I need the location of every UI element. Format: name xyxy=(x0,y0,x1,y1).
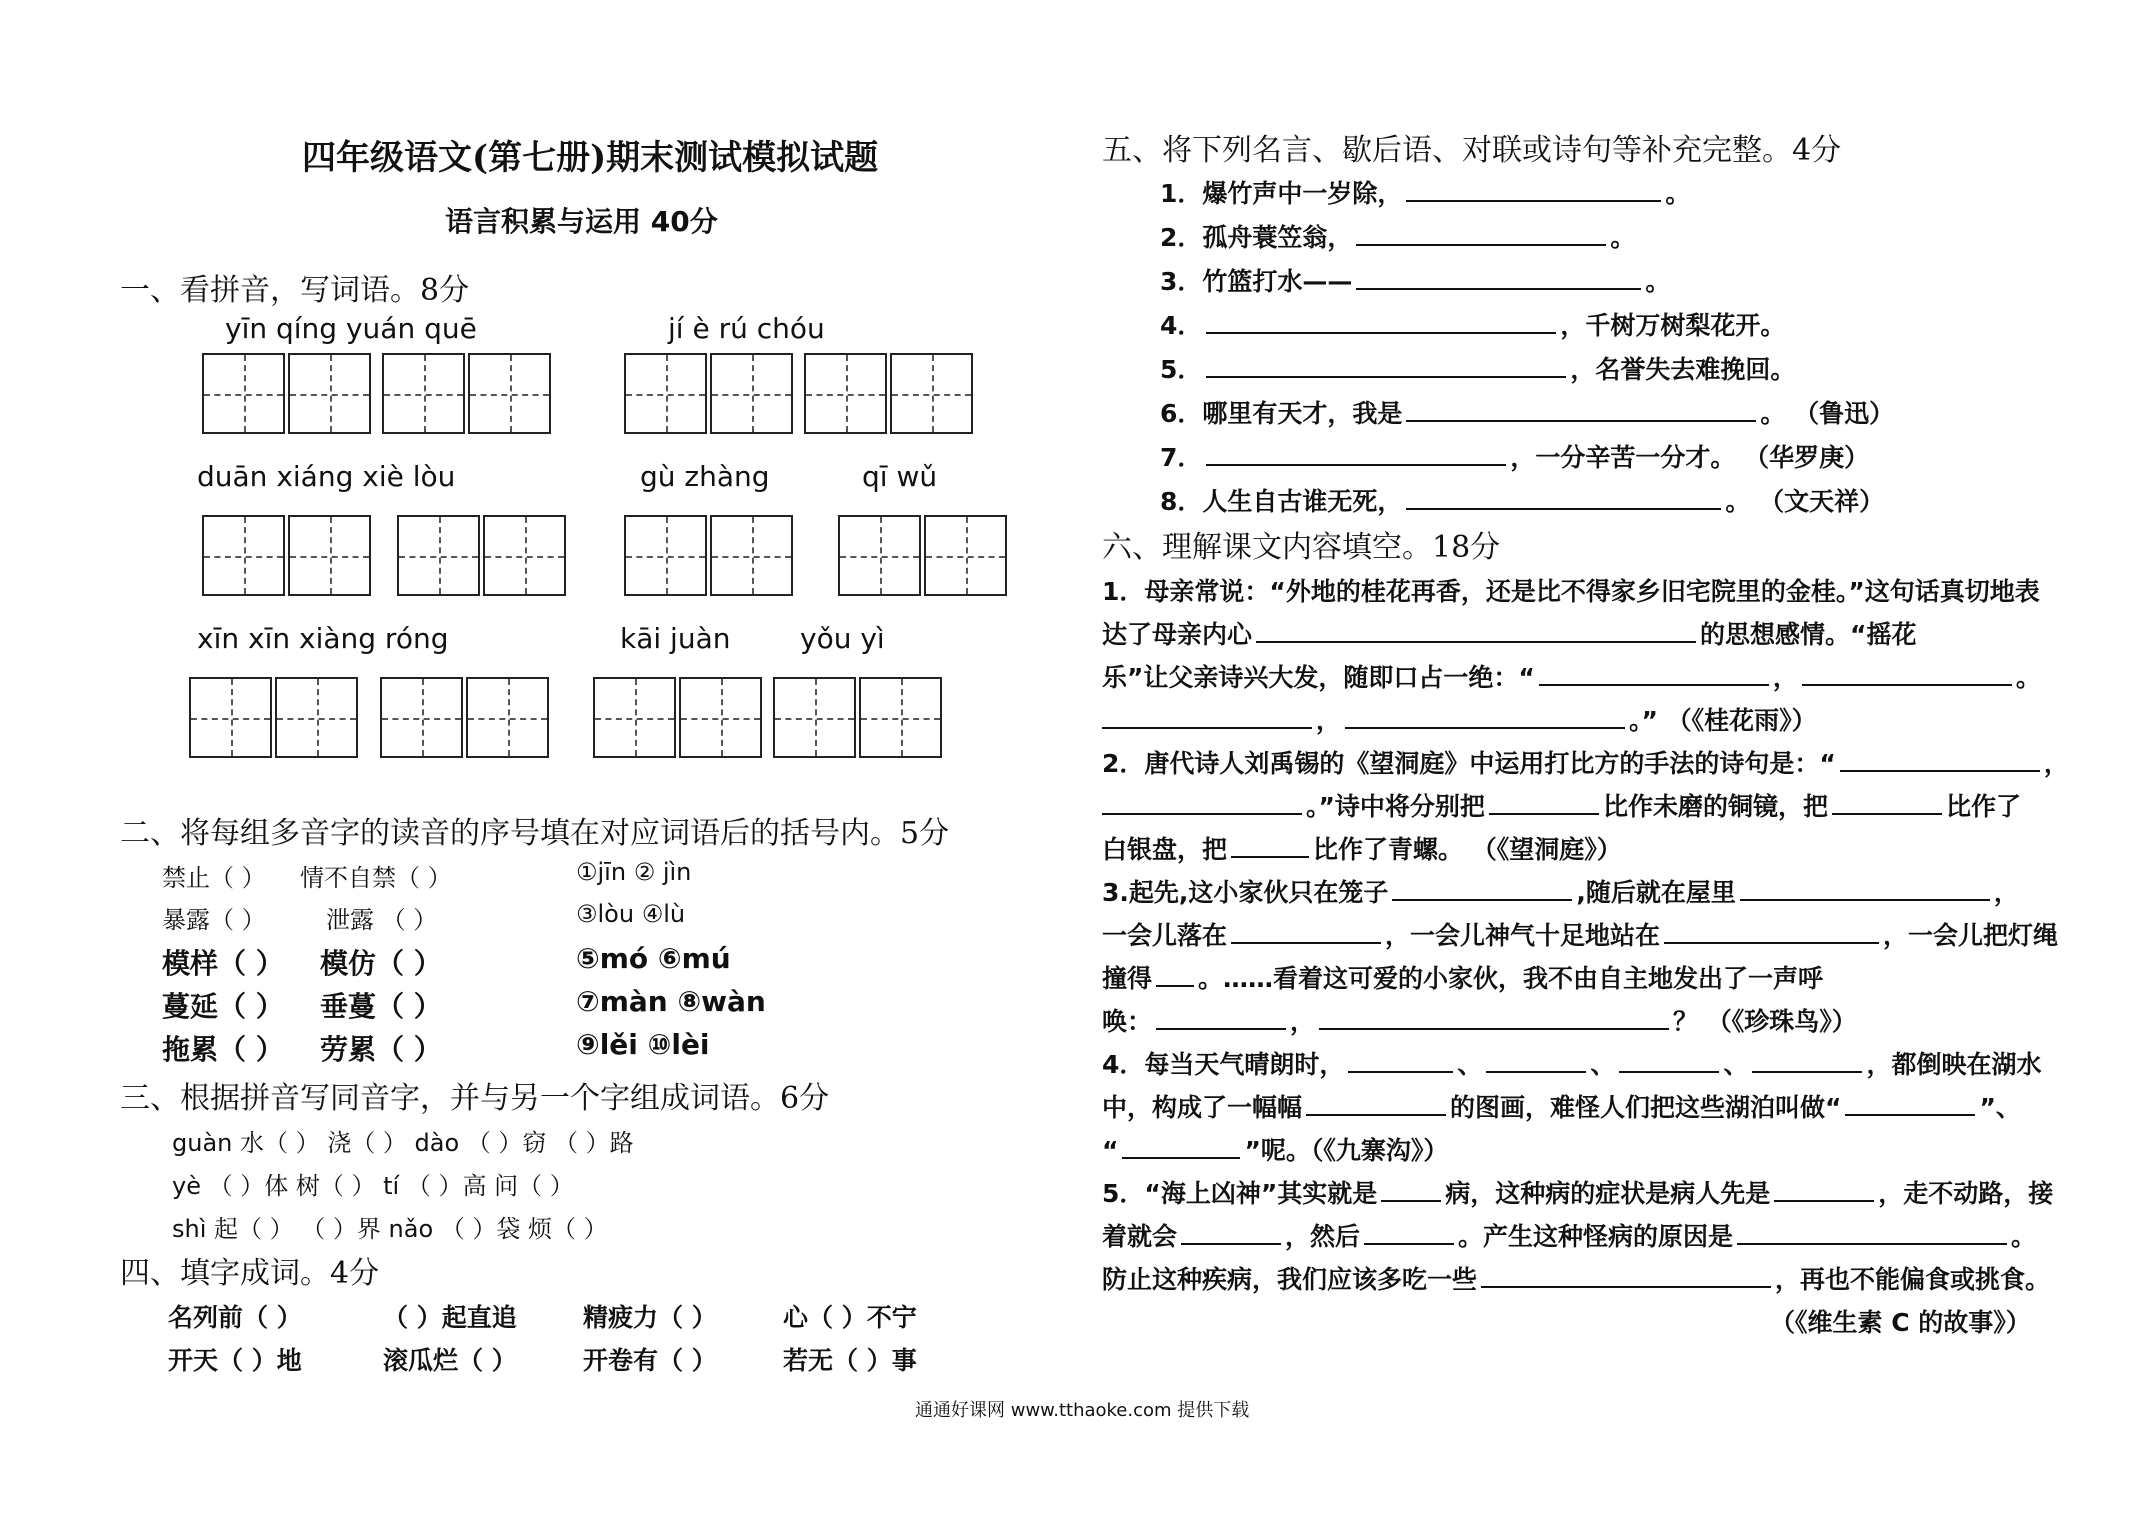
s6-q3-line3: 撞得 。……看着这可爱的小家伙，我不由自主地发出了一声呼 xyxy=(1102,959,1823,995)
writing-box[interactable] xyxy=(710,353,793,434)
writing-box[interactable] xyxy=(202,515,285,596)
s4-item: 精疲力（ ） xyxy=(583,1303,717,1332)
answer-blank[interactable] xyxy=(1845,1088,1975,1116)
answer-blank[interactable] xyxy=(1392,873,1572,901)
s2-options: ⑤mó ⑥mú xyxy=(576,942,731,975)
answer-blank[interactable] xyxy=(1156,959,1194,987)
s2-word: 模仿（ ） xyxy=(320,947,442,980)
section-3-heading: 三、根据拼音写同音字，并与另一个字组成词语。6分 xyxy=(120,1081,830,1116)
answer-blank[interactable] xyxy=(1539,658,1769,686)
s6-q4-line2: 中，构成了一幅幅 的图画，难怪人们把这些湖泊叫做“ ”、 xyxy=(1102,1088,2021,1124)
s4-item: 心（ ）不宁 xyxy=(783,1303,917,1332)
s5-item-4: 4． ，千树万树梨花开。 xyxy=(1160,306,1785,342)
writing-box[interactable] xyxy=(288,515,371,596)
s2-word: 暴露（ ） xyxy=(162,906,266,934)
answer-blank[interactable] xyxy=(1206,306,1556,334)
s2-options: ⑦màn ⑧wàn xyxy=(576,985,766,1018)
section-6-heading: 六、理解课文内容填空。18分 xyxy=(1102,530,1501,565)
s5-item-5: 5． ，名誉失去难挽回。 xyxy=(1160,350,1795,386)
writing-box[interactable] xyxy=(380,677,463,758)
answer-blank[interactable] xyxy=(1381,1174,1441,1202)
s6-q5-line2: 着就会 ，然后 。产生这种怪病的原因是 。 xyxy=(1102,1217,2036,1253)
s4-item: （ ）起直追 xyxy=(383,1303,517,1332)
footer-text: 通通好课网 www.tthaoke.com 提供下载 xyxy=(915,1400,1250,1421)
answer-blank[interactable] xyxy=(1737,1217,2007,1245)
answer-blank[interactable] xyxy=(1740,873,1990,901)
s5-item-8: 8．人生自古谁无死， 。 （文天祥） xyxy=(1160,482,1884,518)
answer-blank[interactable] xyxy=(1840,744,2040,772)
answer-blank[interactable] xyxy=(1832,787,1942,815)
s5-item-1: 1．爆竹声中一岁除， 。 xyxy=(1160,174,1690,210)
s2-word: 禁止（ ） xyxy=(162,864,266,892)
pinyin-row2-a: duān xiáng xiè lòu xyxy=(197,460,456,493)
pinyin-row3-c: yǒu yì xyxy=(800,622,885,655)
s3-row: shì 起（ ） （ ）界 nǎo （ ）袋 烦（ ） xyxy=(172,1215,608,1243)
s4-item: 开天（ ）地 xyxy=(168,1346,302,1375)
writing-box[interactable] xyxy=(924,515,1007,596)
writing-box[interactable] xyxy=(679,677,762,758)
s6-q3-line1: 3.起先,这小家伙只在笼子 ,随后就在屋里 ， xyxy=(1102,873,2019,909)
writing-box[interactable] xyxy=(859,677,942,758)
writing-box[interactable] xyxy=(202,353,285,434)
writing-box[interactable] xyxy=(838,515,921,596)
s3-row: guàn 水（ ） 浇（ ） dào （ ）窃 （ ）路 xyxy=(172,1129,634,1157)
s2-word: 泄露 （ ） xyxy=(326,906,438,934)
writing-box[interactable] xyxy=(593,677,676,758)
s5-item-3: 3．竹篮打水—— 。 xyxy=(1160,262,1670,298)
s2-word: 垂蔓（ ） xyxy=(320,990,442,1023)
answer-blank[interactable] xyxy=(1356,262,1641,290)
writing-box[interactable] xyxy=(397,515,480,596)
s2-options: ①jīn ② jìn xyxy=(576,858,692,886)
s3-row: yè （ ）体 树（ ） tí （ ）高 问（ ） xyxy=(172,1172,574,1200)
page-title: 四年级语文(第七册)期末测试模拟试题 xyxy=(302,138,879,178)
answer-blank[interactable] xyxy=(1802,658,2012,686)
s2-word: 情不自禁（ ） xyxy=(300,864,452,892)
pinyin-row1-a: yīn qíng yuán quē xyxy=(225,312,477,345)
answer-blank[interactable] xyxy=(1406,174,1661,202)
answer-blank[interactable] xyxy=(1348,1045,1453,1073)
answer-blank[interactable] xyxy=(1206,438,1506,466)
answer-blank[interactable] xyxy=(1102,787,1302,815)
answer-blank[interactable] xyxy=(1231,916,1381,944)
section-2-heading: 二、将每组多音字的读音的序号填在对应词语后的括号内。5分 xyxy=(120,816,950,851)
s2-word: 模样（ ） xyxy=(162,947,284,980)
writing-box[interactable] xyxy=(189,677,272,758)
s6-q3-line4: 唤： ， ？ （《珍珠鸟》） xyxy=(1102,1002,1857,1038)
answer-blank[interactable] xyxy=(1231,830,1309,858)
s2-options: ⑨lěi ⑩lèi xyxy=(576,1028,710,1061)
s6-q4-line3: “ ”呢。（《九寨沟》） xyxy=(1102,1131,1448,1167)
answer-blank[interactable] xyxy=(1356,218,1606,246)
answer-blank[interactable] xyxy=(1486,1045,1586,1073)
answer-blank[interactable] xyxy=(1619,1045,1719,1073)
s6-q4-line1: 4．每当天气晴朗时， 、 、 、 ，都倒映在湖水 xyxy=(1102,1045,2041,1081)
answer-blank[interactable] xyxy=(1489,787,1599,815)
answer-blank[interactable] xyxy=(1122,1131,1240,1159)
answer-blank[interactable] xyxy=(1481,1260,1771,1288)
answer-blank[interactable] xyxy=(1206,350,1566,378)
answer-blank[interactable] xyxy=(1364,1217,1454,1245)
s6-q1-line1: 1．母亲常说：“外地的桂花再香，还是比不得家乡旧宅院里的金桂。”这句话真切地表 xyxy=(1102,577,2040,606)
writing-box[interactable] xyxy=(804,353,887,434)
answer-blank[interactable] xyxy=(1156,1002,1286,1030)
s6-q3-line2: 一会儿落在 ，一会儿神气十足地站在 ，一会儿把灯绳 xyxy=(1102,916,2058,952)
s6-q1-line2: 达了母亲内心 的思想感情。“摇花 xyxy=(1102,615,1916,651)
s4-item: 滚瓜烂（ ） xyxy=(383,1346,517,1375)
s6-q5-line3: 防止这种疾病，我们应该多吃一些 ，再也不能偏食或挑食。 xyxy=(1102,1260,2050,1296)
answer-blank[interactable] xyxy=(1345,701,1625,729)
section-5-heading: 五、将下列名言、歇后语、对联或诗句等补充完整。4分 xyxy=(1102,133,1842,168)
answer-blank[interactable] xyxy=(1406,482,1721,510)
page-subtitle: 语言积累与运用 40分 xyxy=(445,205,718,238)
s6-q1-line4: ， 。” （《桂花雨》） xyxy=(1102,701,1817,737)
writing-box[interactable] xyxy=(466,677,549,758)
s2-word: 蔓延（ ） xyxy=(162,990,284,1023)
pinyin-row3-a: xīn xīn xiàng róng xyxy=(197,622,449,655)
writing-box[interactable] xyxy=(773,677,856,758)
s6-q2-line1: 2．唐代诗人刘禹锡的《望洞庭》中运用打比方的手法的诗句是：“ ， xyxy=(1102,744,2069,780)
answer-blank[interactable] xyxy=(1664,916,1879,944)
s4-item: 开卷有（ ） xyxy=(583,1346,717,1375)
s6-q1-line3: 乐”让父亲诗兴大发，随即口占一绝：“ ， 。 xyxy=(1102,658,2041,694)
pinyin-row2-c: qī wǔ xyxy=(862,460,938,493)
s6-q5-source: （《维生素 C 的故事》） xyxy=(1770,1308,2031,1337)
pinyin-row2-b: gù zhàng xyxy=(640,460,770,493)
answer-blank[interactable] xyxy=(1752,1045,1862,1073)
writing-box[interactable] xyxy=(624,515,707,596)
s4-item: 若无（ ）事 xyxy=(783,1346,917,1375)
answer-blank[interactable] xyxy=(1319,1002,1669,1030)
s5-item-6: 6．哪里有天才，我是 。 （鲁迅） xyxy=(1160,394,1894,430)
writing-box[interactable] xyxy=(890,353,973,434)
writing-box[interactable] xyxy=(710,515,793,596)
s5-item-7: 7． ，一分辛苦一分才。 （华罗庚） xyxy=(1160,438,1869,474)
s6-q5-line1: 5．“海上凶神”其实就是 病，这种病的症状是病人先是 ，走不动路，接 xyxy=(1102,1174,2053,1210)
s2-word: 拖累（ ） xyxy=(162,1033,284,1066)
s2-options: ③lòu ④lù xyxy=(576,900,686,928)
s2-word: 劳累（ ） xyxy=(320,1033,442,1066)
s5-item-2: 2．孤舟蓑笠翁， 。 xyxy=(1160,218,1635,254)
answer-blank[interactable] xyxy=(1256,615,1696,643)
pinyin-row3-b: kāi juàn xyxy=(620,622,731,655)
answer-blank[interactable] xyxy=(1306,1088,1446,1116)
writing-box[interactable] xyxy=(483,515,566,596)
answer-blank[interactable] xyxy=(1102,701,1312,729)
writing-box[interactable] xyxy=(624,353,707,434)
pinyin-row1-b: jí è rú chóu xyxy=(668,312,825,345)
answer-blank[interactable] xyxy=(1774,1174,1874,1202)
writing-box[interactable] xyxy=(468,353,551,434)
answer-blank[interactable] xyxy=(1406,394,1756,422)
writing-box[interactable] xyxy=(288,353,371,434)
s6-q2-line2: 。”诗中将分别把 比作未磨的铜镜，把 比作了 xyxy=(1102,787,2021,823)
writing-box[interactable] xyxy=(382,353,465,434)
writing-box[interactable] xyxy=(275,677,358,758)
s6-q2-line3: 白银盘，把 比作了青螺。 （《望洞庭》） xyxy=(1102,830,1622,866)
section-4-heading: 四、填字成词。4分 xyxy=(120,1256,380,1291)
answer-blank[interactable] xyxy=(1181,1217,1281,1245)
s4-item: 名列前（ ） xyxy=(168,1303,302,1332)
section-1-heading: 一、看拼音，写词语。8分 xyxy=(120,273,470,308)
